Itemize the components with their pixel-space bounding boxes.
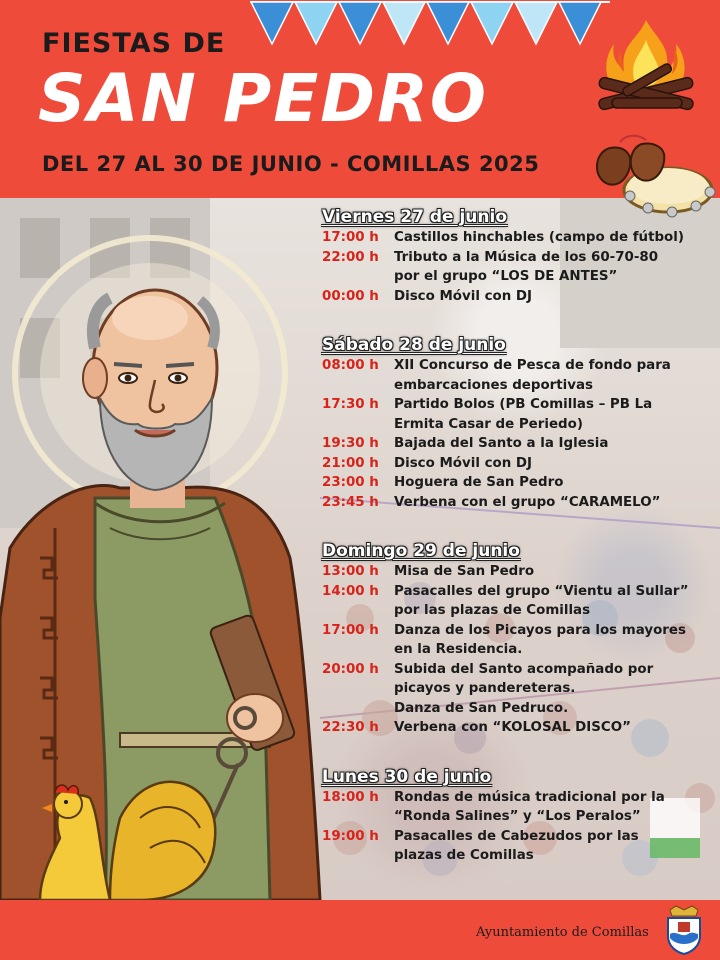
event-time: 20:00 h — [322, 661, 379, 677]
bunting-flag — [427, 2, 469, 44]
main-title: SAN PEDRO — [38, 60, 488, 137]
event-time: 00:00 h — [322, 288, 379, 304]
schedule-event — [322, 356, 720, 395]
castanets-tambourine-icon — [590, 128, 718, 224]
san-pedro-illustration — [0, 198, 330, 900]
festival-photo-background — [0, 198, 720, 900]
bunting-flag — [251, 2, 293, 44]
schedule-event — [322, 621, 720, 660]
day-title: Viernes 27 de junio — [322, 207, 507, 227]
event-description: Disco Móvil con DJ — [394, 455, 532, 471]
event-time: 18:00 h — [322, 789, 379, 805]
schedule-event — [322, 660, 720, 719]
event-description: Danza de los Picayos para los mayores en la Residencia. — [394, 622, 686, 657]
event-time: 17:30 h — [322, 397, 379, 412]
event-description: Pasacalles de Cabezudos por las plazas de Comillas — [394, 828, 639, 863]
event-time: 23:00 h — [322, 475, 379, 490]
day-block — [322, 766, 720, 866]
event-description: Verbena con “KOLOSAL DISCO” — [394, 720, 631, 735]
schedule-event — [322, 562, 720, 582]
schedule-event — [322, 434, 720, 454]
bunting-flag — [339, 2, 381, 44]
day-block — [322, 540, 720, 738]
town-hall-credit: Ayuntamiento de Comillas — [476, 925, 649, 940]
bunting-flag — [471, 2, 513, 44]
event-time: 17:00 h — [322, 230, 379, 245]
day-title: Sábado 28 de junio — [322, 335, 506, 355]
event-time: 14:00 h — [322, 583, 379, 599]
bunting-flag — [295, 2, 337, 44]
event-time: 19:30 h — [322, 436, 379, 451]
event-time: 13:00 h — [322, 564, 379, 579]
event-description: Partido Bolos (PB Comillas – PB La Ermita Casar de Periedo) — [394, 397, 653, 432]
event-description: Tributo a la Música de los 60-70-80 por el grupo “LOS DE ANTES” — [394, 249, 659, 284]
event-description: XII Concurso de Pesca de fondo para embarcaciones deportivas — [394, 358, 671, 393]
bunting-decoration — [250, 0, 610, 48]
event-dates: DEL 27 AL 30 DE JUNIO - COMILLAS 2025 — [42, 152, 540, 176]
event-description: Verbena con el grupo “CARAMELO” — [394, 494, 661, 510]
schedule-event — [322, 827, 720, 866]
event-time: 22:00 h — [322, 249, 379, 265]
schedule-event — [322, 454, 720, 474]
pre-title: FIESTAS DE — [42, 28, 226, 59]
schedule-event — [322, 395, 720, 434]
event-description: Castillos hinchables (campo de fútbol) — [394, 230, 684, 245]
schedule-event — [322, 228, 720, 248]
event-description: Disco Móvil con DJ — [394, 288, 532, 304]
schedule-event — [322, 582, 720, 621]
event-time: 19:00 h — [322, 828, 379, 844]
coat-of-arms-icon — [664, 904, 704, 956]
bunting-flag — [383, 2, 425, 44]
event-time: 08:00 h — [322, 358, 379, 373]
schedule-event — [322, 493, 720, 513]
day-title: Domingo 29 de junio — [322, 541, 520, 561]
event-time: 22:30 h — [322, 720, 379, 735]
event-description: Misa de San Pedro — [394, 564, 535, 579]
bunting-flag — [515, 2, 557, 44]
bonfire-icon — [590, 14, 702, 122]
day-title: Lunes 30 de junio — [322, 766, 492, 787]
event-description: Bajada del Santo a la Iglesia — [394, 436, 609, 451]
program-schedule — [322, 206, 720, 866]
schedule-event — [322, 287, 720, 307]
day-block — [322, 334, 720, 512]
event-time: 17:00 h — [322, 622, 379, 638]
schedule-event — [322, 473, 720, 493]
event-description: Rondas de música tradicional por la “Ronda Salines” y “Los Peralos” — [394, 789, 665, 824]
event-description: Subida del Santo acompañado por picayos y pandereteras. Danza de San Pedruco. — [394, 661, 654, 716]
schedule-event — [322, 788, 720, 827]
event-time: 23:45 h — [322, 494, 379, 510]
schedule-event — [322, 248, 720, 287]
event-time: 21:00 h — [322, 455, 379, 471]
schedule-event — [322, 718, 720, 738]
event-description: Pasacalles del grupo “Vientu al Sullar” por las plazas de Comillas — [394, 583, 689, 618]
event-description: Hoguera de San Pedro — [394, 475, 564, 490]
